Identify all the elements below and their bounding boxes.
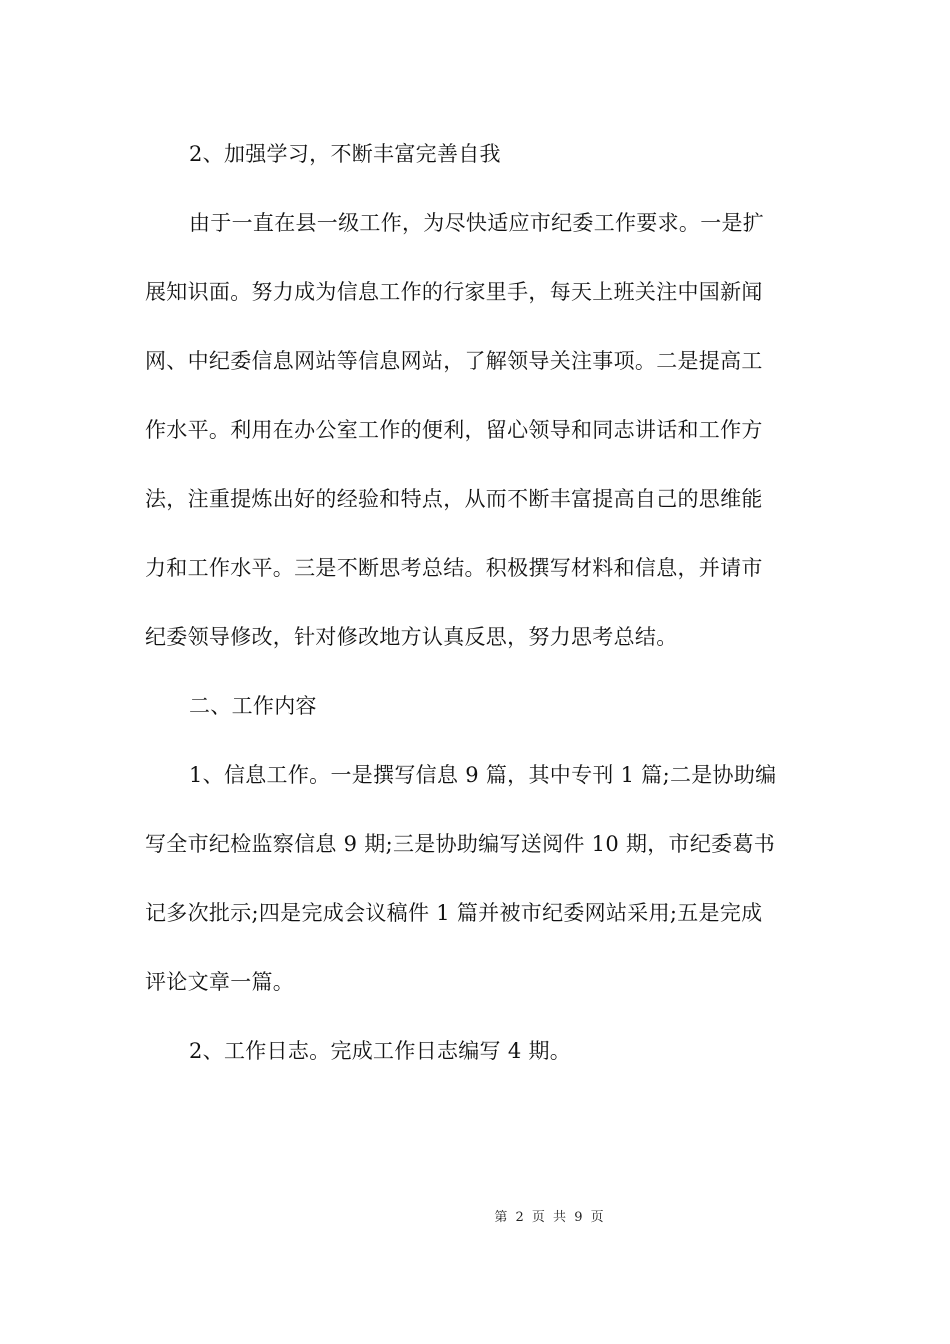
paragraph-work-content-heading xyxy=(145,684,807,728)
page-number-label: 第 2 页 共 9 页 xyxy=(494,1210,606,1225)
paragraph-line: 2、加强学习，不断丰富完善自我 xyxy=(189,142,501,166)
paragraph-line: 由于一直在县一级工作，为尽快适应市纪委工作要求。一是扩 xyxy=(189,211,765,235)
paragraph-section-heading xyxy=(145,132,807,176)
paragraph-line: 力和工作水平。三是不断思考总结。积极撰写材料和信息，并请市 xyxy=(145,556,763,580)
paragraph-line: 作水平。利用在办公室工作的便利，留心领导和同志讲话和工作方 xyxy=(145,418,763,442)
paragraph-line: 记多次批示;四是完成会议稿件 1 篇并被市纪委网站采用;五是完成 xyxy=(145,901,763,925)
paragraph-line: 1、信息工作。一是撰写信息 9 篇，其中专刊 1 篇;二是协助编 xyxy=(189,763,777,787)
paragraph-line: 写全市纪检监察信息 9 期;三是协助编写送阅件 10 期，市纪委葛书 xyxy=(145,832,776,856)
paragraph-line: 法，注重提炼出好的经验和特点，从而不断丰富提高自己的思维能 xyxy=(145,487,763,511)
paragraph-line: 2、工作日志。完成工作日志编写 4 期。 xyxy=(189,1039,572,1063)
page-footer xyxy=(0,1206,950,1225)
paragraph-line: 展知识面。努力成为信息工作的行家里手，每天上班关注中国新闻 xyxy=(145,280,763,304)
paragraph-line: 二、工作内容 xyxy=(189,694,317,718)
paragraph-line: 评论文章一篇。 xyxy=(145,970,295,994)
paragraph-line: 纪委领导修改，针对修改地方认真反思，努力思考总结。 xyxy=(145,625,678,649)
paragraph-line: 网、中纪委信息网站等信息网站，了解领导关注事项。二是提高工 xyxy=(145,349,763,373)
document-body xyxy=(145,132,807,1073)
paragraph-study xyxy=(145,201,807,659)
paragraph-info-work xyxy=(145,753,807,1004)
paragraph-work-log xyxy=(145,1029,807,1073)
